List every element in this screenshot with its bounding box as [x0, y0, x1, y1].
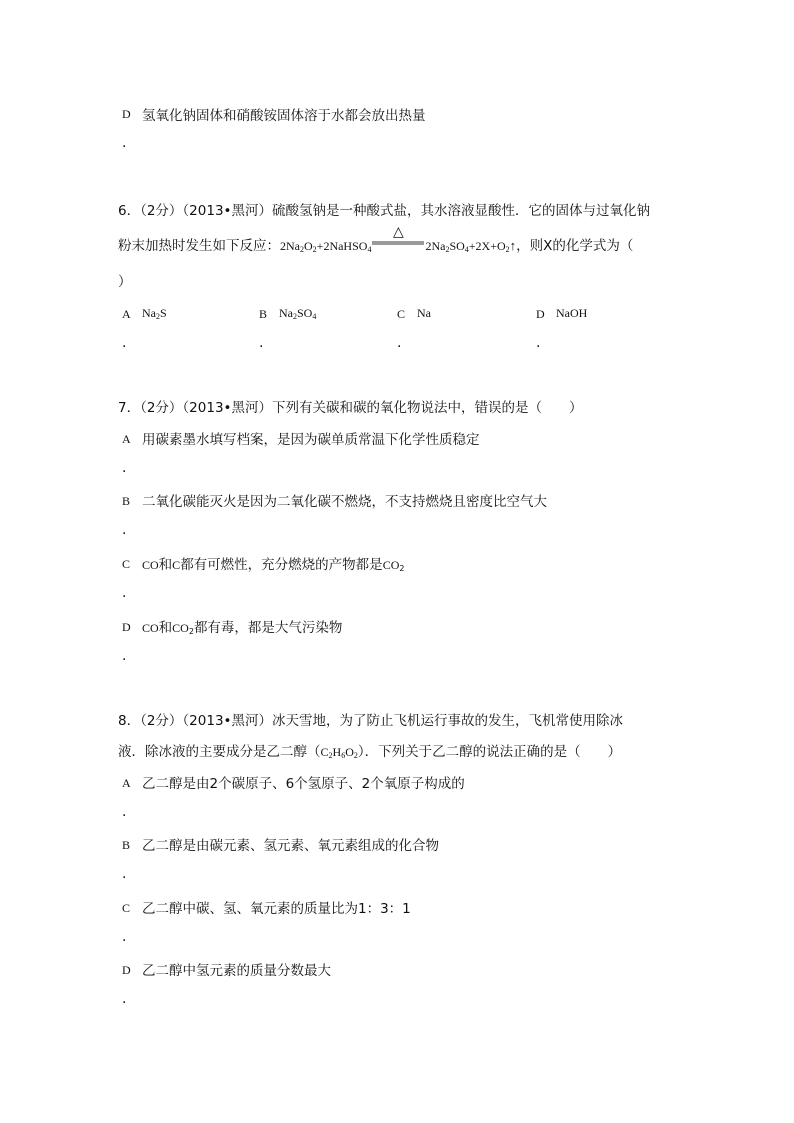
q8-option-c-text: 乙二醇中碳、氢、氧元素的质量比为1：3：1 — [142, 901, 411, 917]
q6-option-d-dot: . — [536, 335, 541, 351]
q5-option-d-dot: . — [122, 135, 127, 151]
q6-option-b-letter: B — [259, 307, 268, 321]
q7-option-c-text: CO和C都有可燃性，充分燃烧的产物都是$CO_2$ — [142, 557, 405, 573]
q7-option-d-dot: . — [122, 648, 127, 664]
q6-reaction — [280, 225, 517, 254]
q6-reaction-right: $2Na_2SO_4+2X+O_2$ — [425, 239, 510, 254]
q7-option-a-text: 用碳素墨水填写档案，是因为碳单质常温下化学性质稳定 — [142, 432, 480, 448]
q8-option-b-dot: . — [122, 866, 127, 882]
q7-option-b-letter: B — [122, 494, 131, 508]
q7-option-b-text: 二氧化碳能灭火是因为二氧化碳不燃烧，不支持燃烧且密度比空气大 — [142, 494, 547, 510]
q8-option-a-text: 乙二醇是由2个碳原子、6个氢原子、2个氧原子构成的 — [142, 776, 465, 792]
q6-option-c-dot: . — [397, 335, 402, 351]
q6-stem-line2-suffix: ，则X的化学式为（ — [516, 238, 634, 254]
q7-option-c-letter: C — [122, 557, 131, 571]
q6-reaction-left: $2Na_2O_2+2NaHSO_4$ — [280, 239, 372, 254]
q7-option-c-dot: . — [122, 585, 127, 601]
q6-option-b-dot: . — [259, 335, 264, 351]
q8-stem-line2-suffix: ）．下列关于乙二醇的说法正确的是（ ） — [357, 744, 622, 760]
q8-stem-line2-prefix: 液．除冰液的主要成分是乙二醇（ — [118, 744, 321, 760]
q8-option-d-letter: D — [122, 963, 131, 977]
q7-stem: 7．（2分）（2013•黑河）下列有关碳和碳的氧化物说法中，错误的是（ ） — [118, 400, 583, 416]
q6-option-c-text: Na — [417, 306, 431, 320]
q8-option-c-letter: C — [122, 901, 131, 915]
q5-option-d-text: 氢氧化钠固体和硝酸铵固体溶于水都会放出热量 — [142, 108, 426, 124]
heat-triangle-icon: △ — [393, 225, 404, 240]
q6-option-a-letter: A — [122, 307, 131, 321]
q8-option-d-dot: . — [122, 991, 127, 1007]
q8-option-a-letter: A — [122, 776, 131, 790]
q7-option-d-letter: D — [122, 620, 131, 634]
q8-option-b-letter: B — [122, 838, 131, 852]
q8-stem-line2 — [118, 740, 621, 760]
q7-option-a-dot: . — [122, 460, 127, 476]
q8-option-b-text: 乙二醇是由碳元素、氢元素、氧元素组成的化合物 — [142, 838, 439, 854]
q8-option-a-dot: . — [122, 804, 127, 820]
q6-stem-line2-prefix: 粉末加热时发生如下反应： — [118, 238, 280, 254]
q5-option-d-letter: D — [122, 107, 131, 121]
q6-option-d-letter: D — [536, 307, 545, 321]
q8-option-c-dot: . — [122, 929, 127, 945]
reaction-equals-bar — [372, 241, 424, 245]
q6-option-b-text: $Na_2SO_4$ — [279, 306, 317, 321]
q8-stem-line1: 8．（2分）（2013•黑河）冰天雪地，为了防止飞机运行事故的发生，飞机常使用除冰 — [118, 713, 623, 729]
q7-option-a-letter: A — [122, 432, 131, 446]
q7-option-b-dot: . — [122, 522, 127, 538]
gas-arrow-icon: ↑ — [509, 238, 517, 253]
q6-option-c-letter: C — [397, 307, 406, 321]
q6-stem-line3: ） — [118, 274, 132, 290]
q6-stem-line2 — [118, 225, 634, 254]
q7-option-d-text: CO和$CO_2$都有毒，都是大气污染物 — [142, 620, 343, 636]
q6-option-a-dot: . — [122, 335, 127, 351]
q6-stem-line1: 6．（2分）（2013•黑河）硫酸氢钠是一种酸式盐，其水溶液显酸性．它的固体与过氧化钠 — [118, 203, 650, 219]
q8-option-d-text: 乙二醇中氢元素的质量分数最大 — [142, 963, 331, 979]
q8-formula: $C_2H_6O_2$ — [320, 745, 358, 760]
reaction-condition-bar — [372, 225, 424, 250]
q6-option-a-text: $Na_2S$ — [142, 306, 167, 321]
q6-option-d-text: NaOH — [556, 306, 588, 320]
